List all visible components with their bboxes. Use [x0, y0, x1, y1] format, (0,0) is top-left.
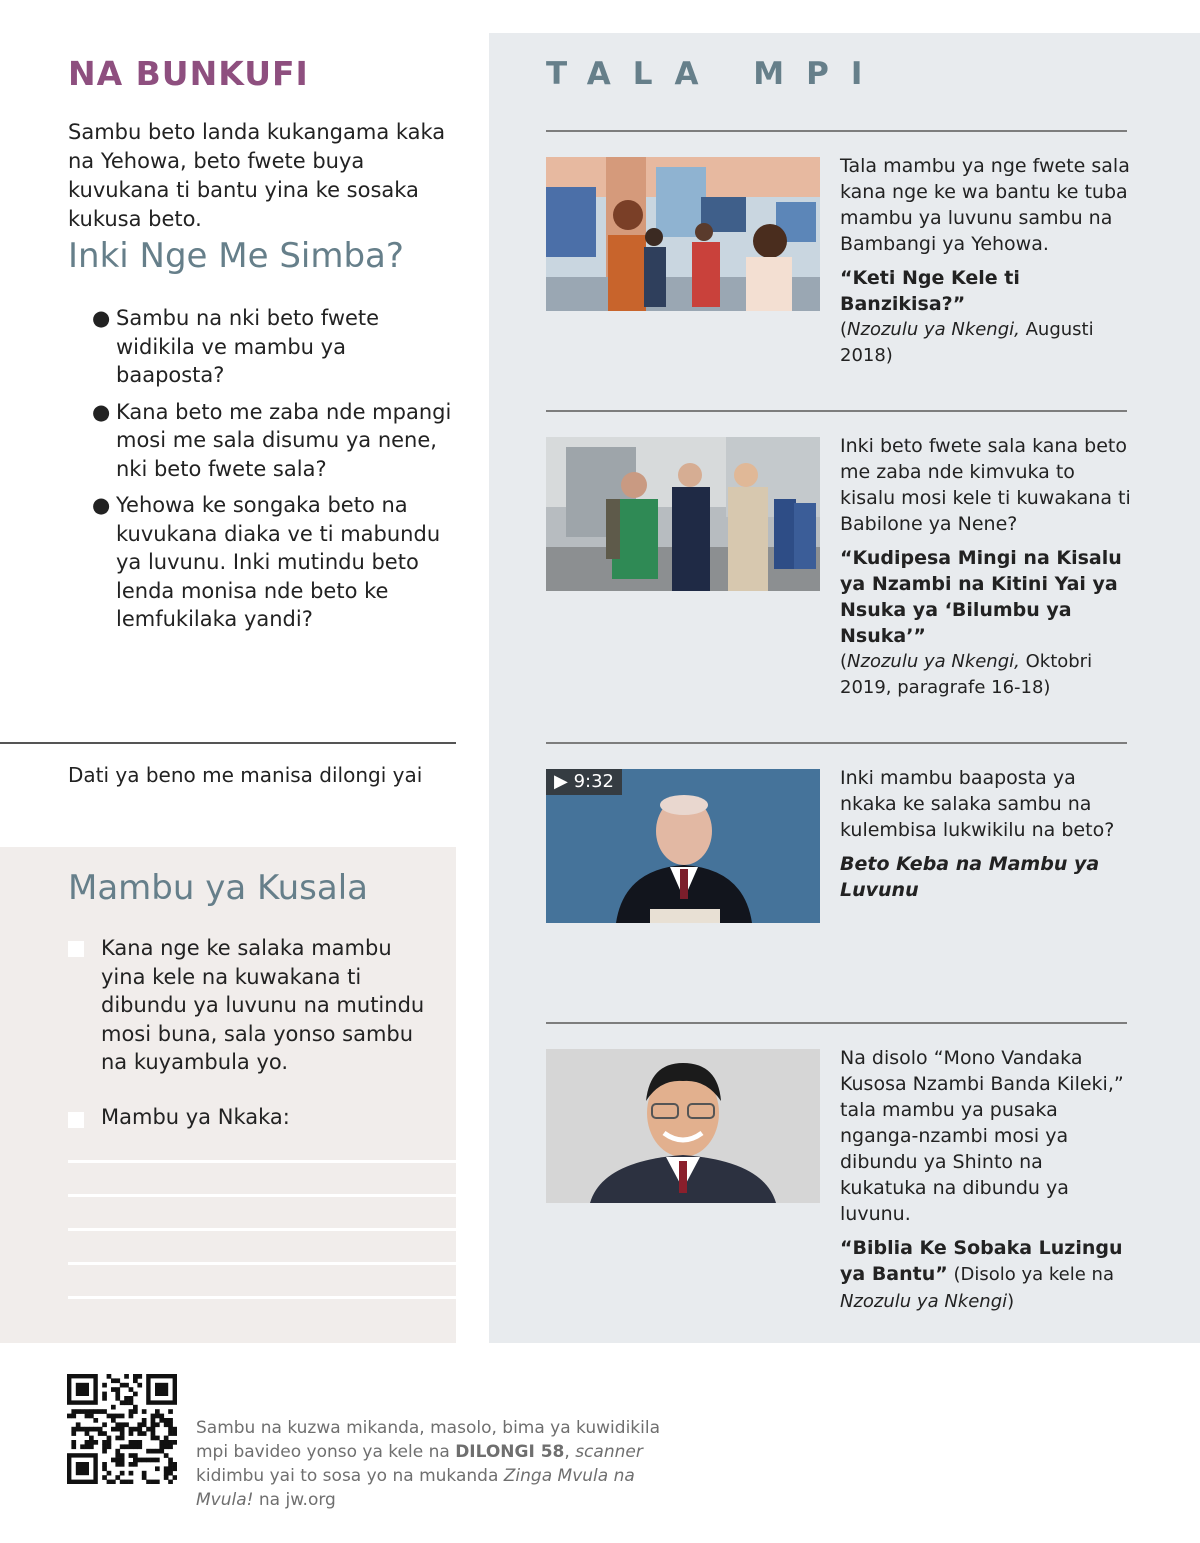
- questions-heading: Inki Nge Me Simba?: [68, 236, 404, 276]
- task-checkbox[interactable]: [68, 941, 84, 957]
- review-questions-list: [92, 304, 452, 642]
- item-citation: (Nzozulu ya Nkengi, Oktobri 2019, paragrafe 16-18): [840, 651, 1093, 698]
- question-text: Sambu na nki beto fwete widikila ve mambu ya baaposta?: [116, 306, 380, 387]
- writing-line[interactable]: [68, 1228, 456, 1231]
- related-item: [840, 1045, 1132, 1315]
- video-thumbnail[interactable]: [546, 769, 820, 923]
- portrait-photo: [546, 1049, 820, 1203]
- divider: [546, 410, 1127, 412]
- task-text: Kana nge ke salaka mambu yina kele na kuwakana ti dibundu ya luvunu na mutindu mosi buna, sala yonso sambu na kuyambula yo.: [101, 936, 425, 1074]
- writing-line[interactable]: [68, 1194, 456, 1197]
- writing-line[interactable]: [68, 1160, 456, 1163]
- list-item: [92, 491, 452, 634]
- related-item: [840, 765, 1132, 903]
- see-also-heading: TALA MPI: [546, 56, 885, 92]
- item-citation: (Nzozulu ya Nkengi, Augusti 2018): [840, 319, 1094, 366]
- item-title-row: “Biblia Ke Sobaka Luzingu ya Bantu” (Disolo ya kele na Nzozulu ya Nkengi): [840, 1237, 1123, 1312]
- duration-text: 9:32: [573, 771, 614, 792]
- item-description: Tala mambu ya nge fwete sala kana nge ke wa bantu ke tuba mambu ya luvunu sambu na Bambangi ya Yehowa.: [840, 155, 1130, 255]
- item-title-link[interactable]: “Kudipesa Mingi na Kisalu ya Nzambi na Kitini Yai ya Nsuka ya ‘Bilumbu ya Nsuka’”: [840, 547, 1122, 647]
- article-thumbnail[interactable]: [546, 1049, 820, 1203]
- other-label: Mambu ya Nkaka:: [101, 1105, 290, 1129]
- action-panel: [0, 847, 456, 1343]
- list-item: [92, 398, 452, 484]
- action-heading: Mambu ya Kusala: [68, 868, 368, 908]
- shopping-street-illustration: [546, 157, 820, 311]
- divider: [546, 130, 1127, 132]
- related-item: [840, 433, 1132, 701]
- article-thumbnail[interactable]: [546, 157, 820, 311]
- question-text: Yehowa ke songaka beto na kuvukana diaka ve ti mabundu ya luvunu. Inki mutindu beto lenda monisa nde beto ke lemfukilaka yandi?: [116, 493, 441, 631]
- bullet-icon: ●: [92, 399, 111, 424]
- item-title-link[interactable]: “Biblia Ke Sobaka Luzingu ya Bantu”: [840, 1237, 1123, 1285]
- divider: [546, 1022, 1127, 1024]
- related-item: [840, 153, 1132, 369]
- bullet-icon: ●: [92, 493, 111, 517]
- writing-line[interactable]: [68, 1296, 456, 1299]
- item-title-link[interactable]: “Keti Nge Kele ti Banzikisa?”: [840, 267, 1020, 315]
- street-witnessing-photo: [546, 437, 820, 591]
- play-icon: ▶: [554, 771, 568, 792]
- video-duration-badge: [546, 769, 622, 795]
- question-text: Kana beto me zaba nde mpangi mosi me sala disumu ya nene, nki beto fwete sala?: [116, 399, 452, 481]
- section-heading: NA BUNKUFI: [68, 54, 309, 93]
- item-description: Inki mambu baaposta ya nkaka ke salaka sambu na kulembisa lukwikilu na beto?: [840, 767, 1115, 841]
- footer-note: Sambu na kuzwa mikanda, masolo, bima ya kuwidikila mpi bavideo yonso ya kele na DILONGI 58, scanner kidimbu yai to sosa yo na mukanda Zinga Mvula na Mvula! na jw.org: [196, 1418, 661, 1510]
- completion-date-label: Dati ya beno me manisa dilongi yai: [68, 763, 423, 787]
- intro-paragraph: Sambu beto landa kukangama kaka na Yehowa, beto fwete buya kuvukana ti bantu yina ke sosaka kukusa beto.: [68, 120, 446, 231]
- qr-code-graphic: [67, 1374, 177, 1484]
- item-description: Na disolo “Mono Vandaka Kusosa Nzambi Banda Kileki,” tala mambu ya pusaka nganga-nzambi mosi ya dibundu ya Shinto na kukatuka na dibundu ya luvunu.: [840, 1047, 1124, 1225]
- list-item: [92, 304, 452, 390]
- divider: [0, 742, 456, 744]
- qr-code-icon[interactable]: [67, 1374, 177, 1484]
- article-thumbnail[interactable]: [546, 437, 820, 591]
- divider: [546, 742, 1127, 744]
- other-checkbox[interactable]: [68, 1112, 84, 1128]
- item-description: Inki beto fwete sala kana beto me zaba nde kimvuka to kisalu mosi kele ti kuwakana ti Babilone ya Nene?: [840, 435, 1131, 535]
- writing-line[interactable]: [68, 1262, 456, 1265]
- item-title-link[interactable]: Beto Keba na Mambu ya Luvunu: [840, 853, 1100, 901]
- bullet-icon: ●: [92, 306, 111, 330]
